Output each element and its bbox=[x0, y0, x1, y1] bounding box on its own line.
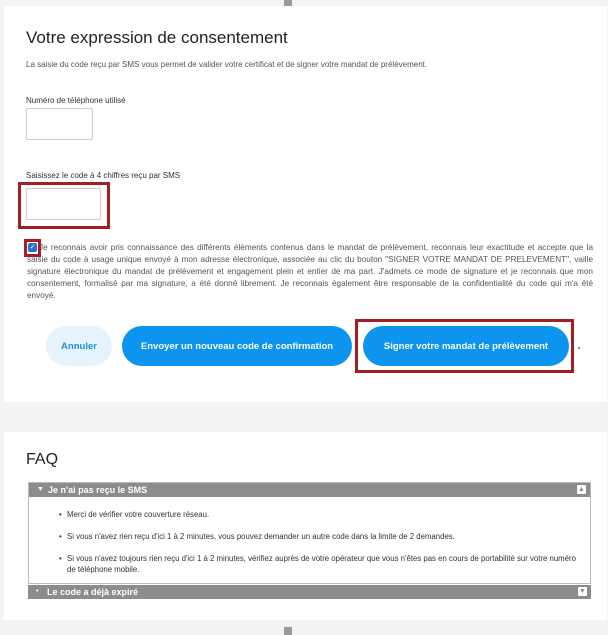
phone-input[interactable] bbox=[26, 108, 93, 140]
faq-header-no-sms[interactable] bbox=[29, 483, 590, 497]
faq-card bbox=[4, 432, 607, 620]
cancel-button[interactable]: Annuler bbox=[46, 326, 112, 366]
consent-card bbox=[4, 6, 607, 402]
page-title: Votre expression de consentement bbox=[26, 28, 288, 47]
caret-down-icon: ▼ bbox=[37, 486, 44, 493]
check-icon: ✓ bbox=[29, 244, 36, 251]
page-subtitle: La saisie du code reçu par SMS vous permet de valider votre certificat et de signer votre mandat de prélèvement. bbox=[26, 60, 428, 69]
sign-mandate-button[interactable]: Signer votre mandat de prélèvement bbox=[363, 326, 569, 366]
faq-section-open bbox=[28, 482, 591, 584]
caret-right-icon: • bbox=[36, 588, 39, 595]
faq-header-label: Je n'ai pas reçu le SMS bbox=[48, 485, 148, 495]
consent-text: Je reconnais avoir pris connaissance des différents éléments contenus dans le mandat de prélèvement, reconnais leur exactitude et accepte que la saisie du code à usage unique envoyé à mon adresse électronique, associée au clic du bouton "SIGNER VOTRE MANDAT DE PRELEVEMENT", vaille signature électronique du mandat de prélèvement et engagement plein et entier de ma part. J'admets ce mode de signature et je reconnais que mon consentement, formalisé par ma signature, a été donné librement. Je reconnais également être responsable de la confidentialité du code qui m'a été envoyé. bbox=[27, 243, 593, 300]
decorative-dot bbox=[578, 347, 580, 349]
expand-icon[interactable]: ▼ bbox=[579, 588, 586, 595]
list-item: • Merci de vérifier votre couverture réseau. bbox=[67, 509, 577, 520]
list-item: • Si vous n'avez rien reçu d'ici 1 à 2 minutes, vous pouvez demander un autre code dans la limite de 2 demandes. bbox=[67, 531, 577, 542]
scroll-indicator-bottom bbox=[284, 627, 292, 635]
resend-code-button[interactable]: Envoyer un nouveau code de confirmation bbox=[122, 326, 352, 366]
consent-checkbox[interactable] bbox=[28, 243, 37, 252]
faq-header-label: Le code a déjà expiré bbox=[47, 587, 139, 597]
list-item: • Si vous n'avez toujours rien reçu d'ici 1 à 2 minutes, vérifiez auprès de votre opérateur que vous n'êtes pas en cours de portabilité sur votre numéro de téléphone mobile. bbox=[67, 553, 577, 575]
sms-code-input[interactable] bbox=[26, 188, 101, 220]
collapse-icon[interactable]: ▲ bbox=[578, 486, 585, 493]
faq-header-code-expired[interactable] bbox=[28, 585, 591, 599]
sms-code-label: Saisissez le code à 4 chiffres reçu par SMS bbox=[26, 171, 181, 180]
faq-title: FAQ bbox=[26, 451, 59, 468]
phone-label: Numéro de téléphone utilisé bbox=[26, 96, 126, 105]
